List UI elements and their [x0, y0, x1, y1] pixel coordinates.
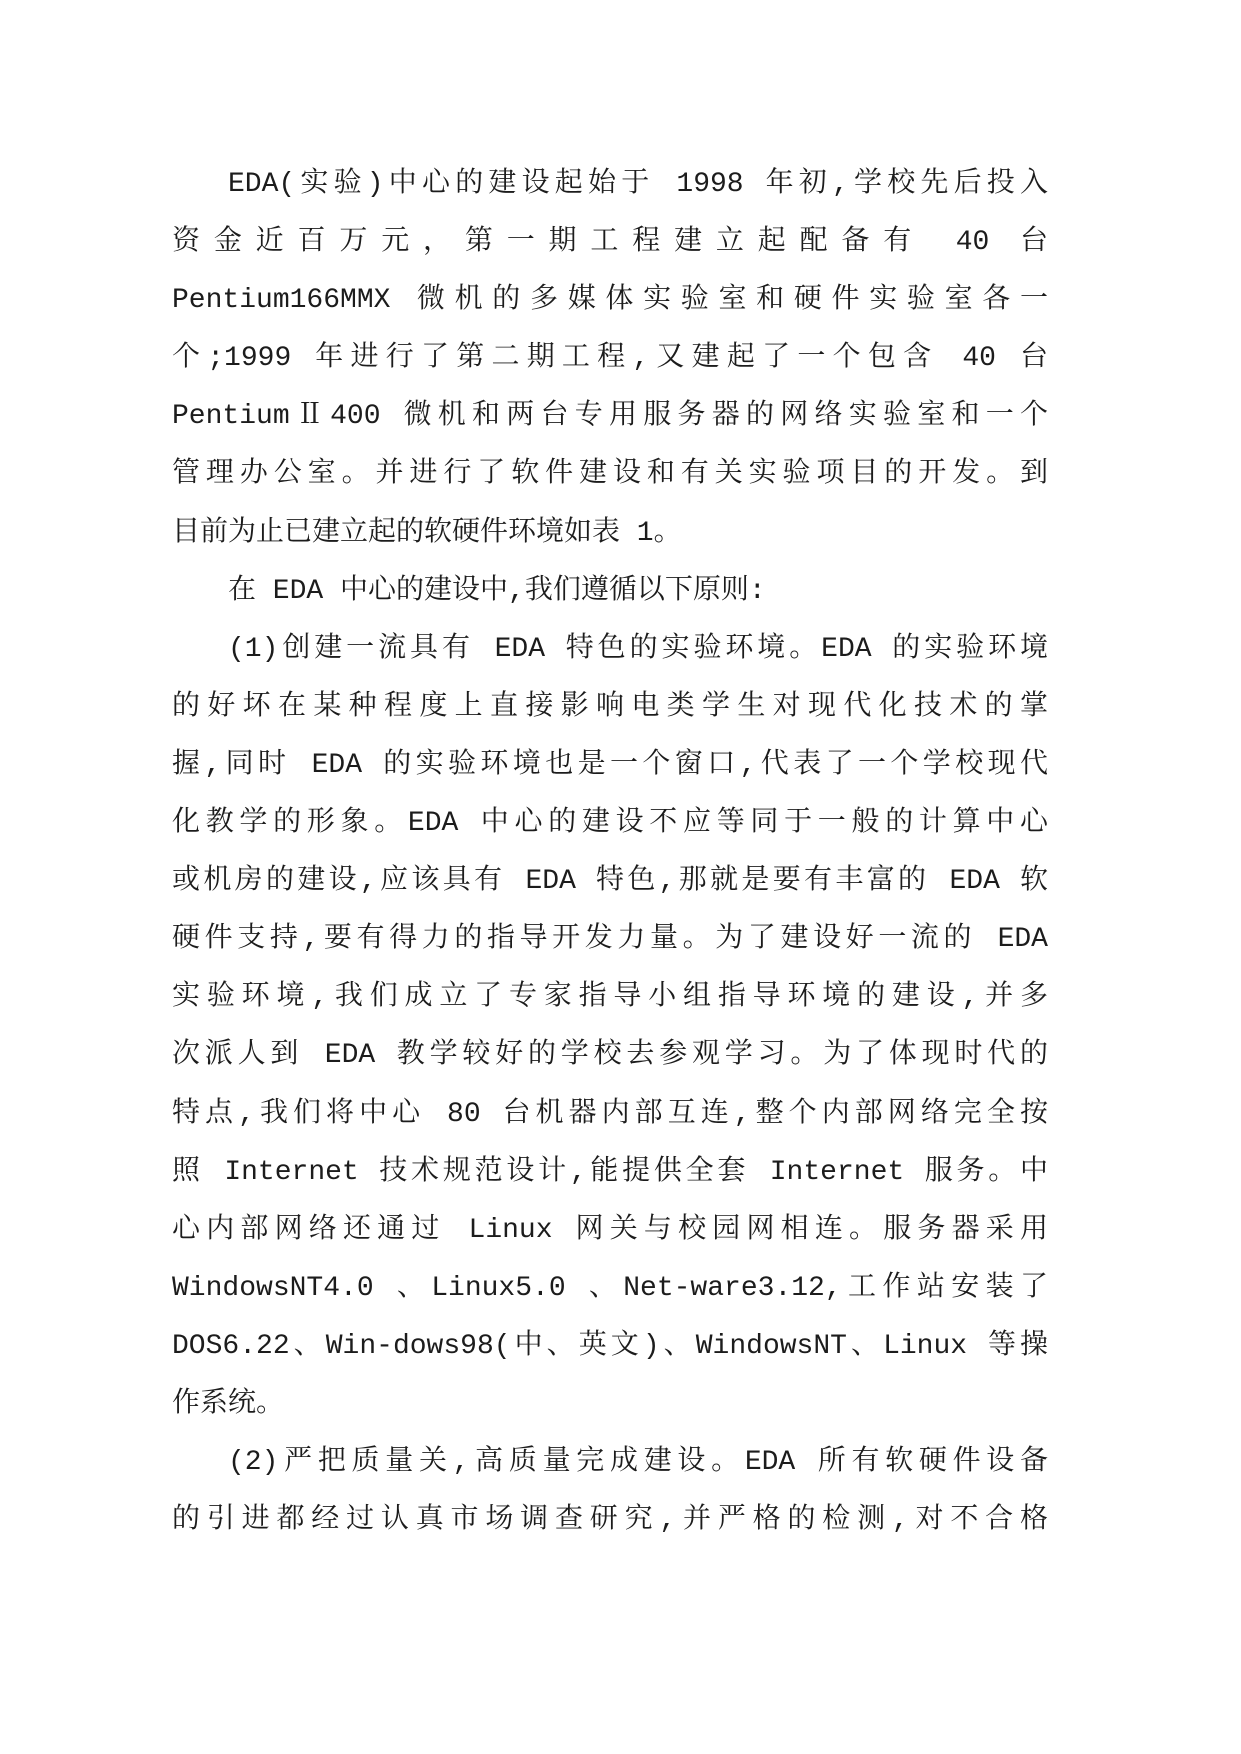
body-text: [172, 156, 1048, 1550]
text-line: 在 EDA 中心的建设中,我们遵循以下原则:: [228, 575, 766, 607]
text-line: 握,同时 EDA 的实验环境也是一个窗口,代表了一个学校现代: [172, 749, 1048, 781]
text-line: 照 Internet 技术规范设计,能提供全套 Internet 服务。中: [172, 1156, 1048, 1188]
text-line: PentiumⅡ400 微机和两台专用服务器的网络实验室和一个: [172, 401, 1048, 433]
text-line: 管理办公室。并进行了软件建设和有关实验项目的开发。到: [172, 459, 1048, 491]
text-line: WindowsNT4.0 、Linux5.0 、Net-ware3.12,工作站安装了: [172, 1272, 1048, 1304]
text-line: 硬件支持,要有得力的指导开发力量。为了建设好一流的 EDA: [172, 924, 1048, 956]
text-line: 个;1999 年进行了第二期工程,又建起了一个包含 40 台: [172, 343, 1048, 375]
paragraph-eda-center-history: [172, 156, 1048, 563]
text-line: (2)严把质量关,高质量完成建设。EDA 所有软硬件设备: [228, 1447, 1048, 1479]
text-line: 实验环境,我们成立了专家指导小组指导环境的建设,并多: [172, 982, 1048, 1014]
text-line: 或机房的建设,应该具有 EDA 特色,那就是要有丰富的 EDA 软: [172, 866, 1048, 898]
text-line: 资金近百万元，第一期工程建立起配备有 40 台: [172, 227, 1048, 259]
text-line: EDA(实验)中心的建设起始于 1998 年初,学校先后投入: [228, 169, 1048, 200]
text-line: 心内部网络还通过 Linux 网关与校园网相连。服务器采用: [172, 1214, 1048, 1246]
text-line: 的好坏在某种程度上直接影响电类学生对现代化技术的掌: [172, 691, 1048, 723]
paragraph-principles-intro: [172, 563, 1048, 621]
paragraph-principle-1: [172, 621, 1048, 1434]
text-line: 特点,我们将中心 80 台机器内部互连,整个内部网络完全按: [172, 1098, 1048, 1130]
text-line: Pentium166MMX 微机的多媒体实验室和硬件实验室各一: [172, 285, 1048, 317]
paragraph-principle-2: [172, 1434, 1048, 1550]
text-line: 化教学的形象。EDA 中心的建设不应等同于一般的计算中心: [172, 808, 1048, 840]
text-line: 次派人到 EDA 教学较好的学校去参观学习。为了体现时代的: [172, 1040, 1048, 1072]
text-line: (1)创建一流具有 EDA 特色的实验环境。EDA 的实验环境: [228, 633, 1048, 665]
text-line: 目前为止已建立起的软硬件环境如表 1。: [172, 517, 682, 549]
text-line: 作系统。: [172, 1388, 285, 1420]
text-line: 的引进都经过认真市场调查研究,并严格的检测,对不合格: [172, 1505, 1048, 1537]
text-line: DOS6.22、Win-dows98(中、英文)、WindowsNT、Linux 等操: [172, 1330, 1048, 1362]
